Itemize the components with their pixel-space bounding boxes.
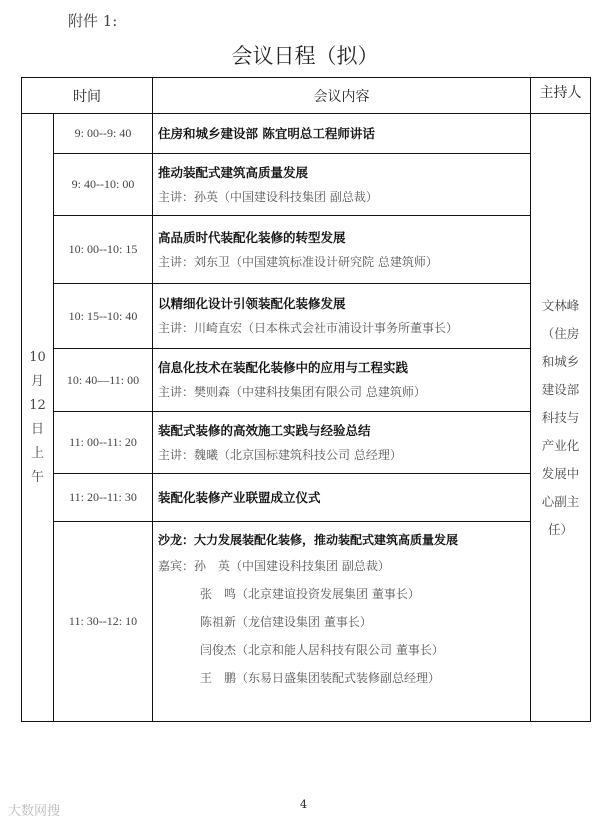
speaker: 主讲：孙英（中国建设科技集团 副总裁） [158,189,378,204]
time-cell: 9: 00--9: 40 [54,114,153,154]
content-cell [153,349,531,412]
topic: 住房和城乡建设部 陈宜明总工程师讲话 [158,125,375,141]
page-number: 4 [300,798,307,811]
topic: 高品质时代装配化装修的转型发展 [158,229,346,245]
topic: 装配化装修产业联盟成立仪式 [158,489,321,505]
header-host: 主持人 [531,78,591,114]
date-char: 10 [29,349,46,365]
page-title: 会议日程（拟） [231,44,379,68]
time-cell: 11: 20--11: 30 [54,474,153,522]
topic: 信息化技术在装配化装修中的应用与工程实践 [158,360,409,375]
time-cell: 11: 30--12: 10 [54,522,153,722]
table-row [22,522,591,722]
date-char: 午 [30,469,44,485]
content-cell [153,412,531,474]
time-cell: 10: 15--10: 40 [54,284,153,349]
speaker: 主讲：刘东卫（中国建筑标准设计研究院 总建筑师） [158,254,438,269]
guest: 张 鸣（北京建谊投资发展集团 董事长） [200,587,420,601]
table-row [22,474,591,522]
host-line: 任） [547,521,573,537]
table-row [22,349,591,412]
date-char: 12 [29,397,46,413]
header-time: 时间 [22,78,153,114]
host-line: 发展中 [541,465,580,481]
host-line: 和城乡 [541,353,580,369]
topic: 推动装配式建筑高质量发展 [158,164,309,180]
speaker: 主讲：樊则森（中建科技集团有限公司 总建筑师） [158,385,426,399]
guest: 闫俊杰（北京和能人居科技有限公司 董事长） [200,643,444,657]
watermark: 大数网搜 [8,804,61,819]
time-cell: 10: 40—11: 00 [54,349,153,412]
table-row [22,154,591,216]
content-cell [153,474,531,522]
guest: 嘉宾：孙 英（中国建设科技集团 副总裁） [158,559,390,573]
speaker: 主讲：魏曦（北京国标建筑科技公司 总经理） [158,447,402,462]
date-char: 月 [30,373,44,389]
content-cell [153,284,531,349]
guest: 王 鹏（东易日盛集团装配式装修副总经理） [200,671,441,685]
time-cell: 9: 40--10: 00 [54,154,153,216]
host-cell [531,114,591,722]
header-row [22,78,591,114]
host-line: 产业化 [541,437,580,453]
content-cell [153,154,531,216]
table-row [22,284,591,349]
time-cell: 11: 00--11: 20 [54,412,153,474]
host-line: 文林峰 [541,297,580,313]
time-cell: 10: 00--10: 15 [54,216,153,284]
topic: 装配式装修的高效施工实践与经验总结 [158,422,371,438]
schedule-table [21,77,591,722]
topic: 以精细化设计引领装配化装修发展 [158,296,346,311]
table-row [22,412,591,474]
speaker: 主讲：川崎直宏（日本株式会社市浦设计事务所董事长） [158,321,459,335]
host-line: 建设部 [541,381,580,397]
content-cell [153,114,531,154]
topic: 沙龙：大力发展装配化装修，推动装配式建筑高质量发展 [158,533,459,547]
date-char: 日 [30,421,44,437]
date-char: 上 [30,445,44,461]
date-cell [22,114,54,722]
table-row [22,216,591,284]
guest: 陈祖新（龙信建设集团 董事长） [200,615,372,629]
header-content: 会议内容 [153,78,531,114]
host-line: 心副主 [541,493,580,509]
content-cell [153,522,531,722]
host-line: 科技与 [541,409,580,425]
host-line: （住房 [541,325,580,341]
table-row [22,114,591,154]
attachment-label: 附件 1: [68,12,118,30]
content-cell [153,216,531,284]
